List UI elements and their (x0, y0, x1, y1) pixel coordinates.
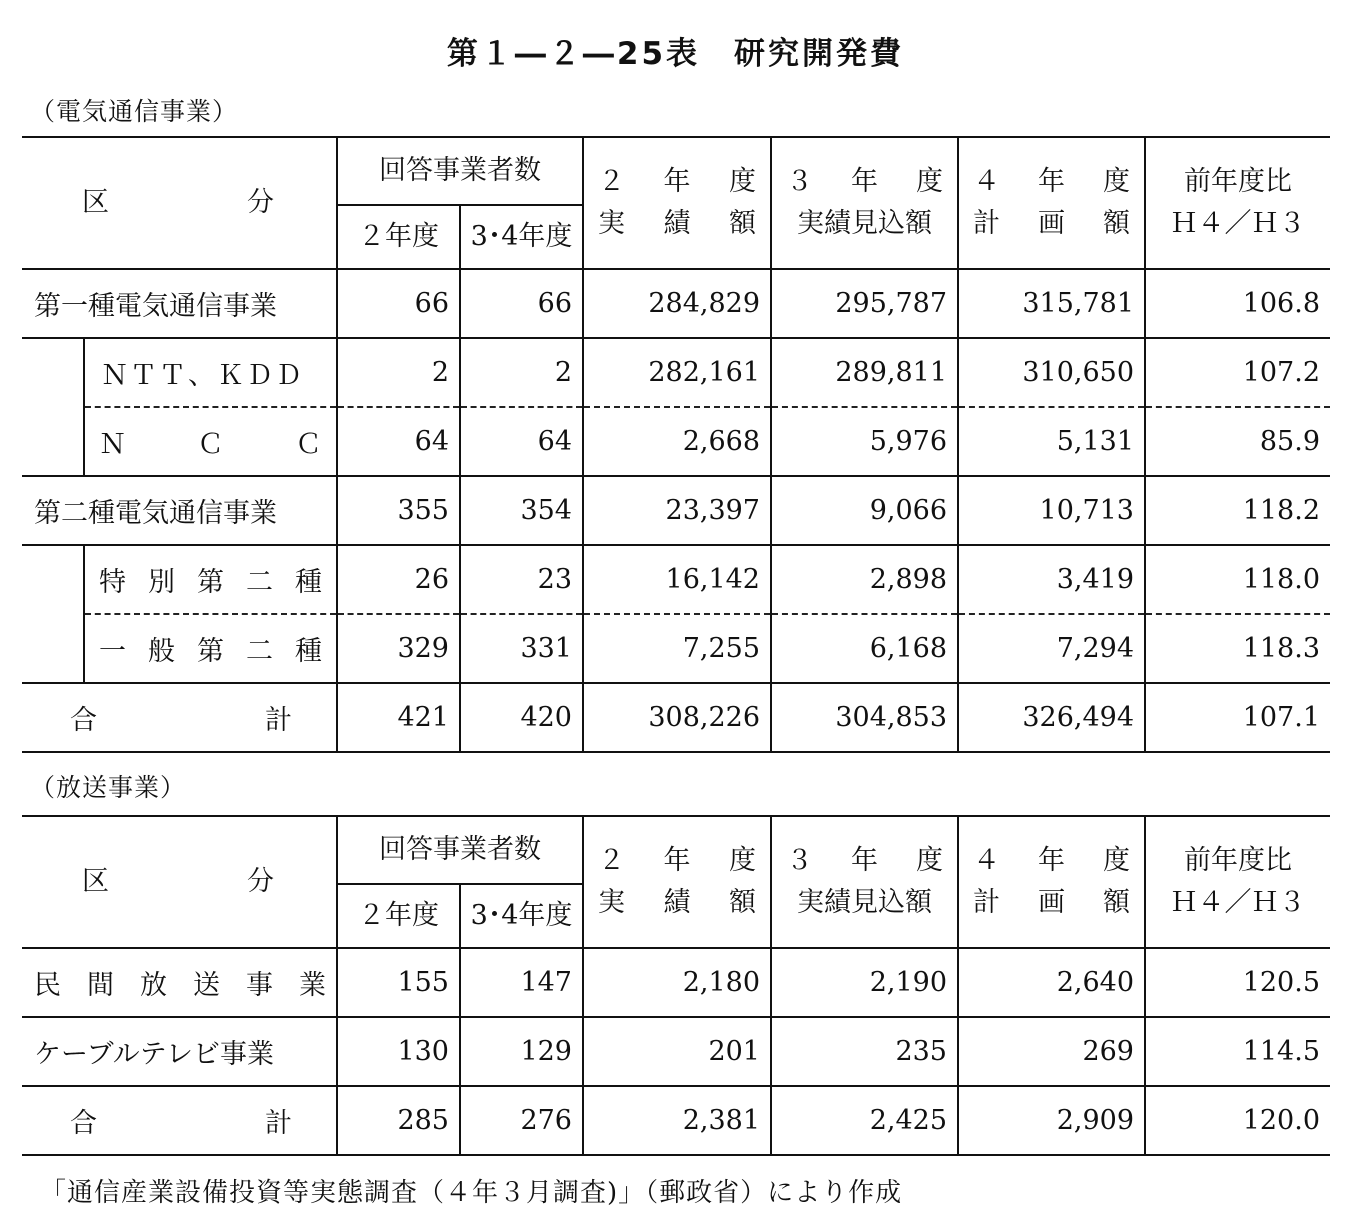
cell-resp2: 26 (337, 545, 460, 614)
h-char: ３ (786, 166, 813, 197)
cell-ratio: 107.2 (1145, 338, 1330, 407)
h-char: 実 (598, 208, 625, 239)
header-category (22, 816, 337, 948)
cell-y3: 289,811 (771, 338, 958, 407)
indent-cell (22, 614, 84, 683)
header-resp-y34: 3･4年度 (460, 205, 583, 269)
cell-resp2: 2 (337, 338, 460, 407)
h-char: ３ (786, 845, 813, 876)
row-label (22, 683, 337, 752)
row-label (22, 1086, 337, 1155)
label-char: 第 (197, 636, 224, 667)
h-char: 額 (1103, 208, 1130, 239)
header-resp-y34: 3･4年度 (460, 884, 583, 948)
cell-resp34: 129 (460, 1017, 583, 1086)
label-char: 別 (148, 567, 175, 598)
h-char: 年 (851, 845, 878, 876)
h-char: 度 (1103, 845, 1130, 876)
header-y2 (583, 816, 771, 948)
table-row (22, 545, 1330, 614)
table-row (22, 948, 1330, 1017)
label-char: 業 (299, 970, 326, 1001)
header-ratio-top: 前年度比 (1184, 166, 1292, 197)
h-char: ２ (598, 166, 625, 197)
label-char: 間 (87, 970, 114, 1001)
cell-ratio: 114.5 (1242, 1036, 1320, 1067)
cell-y3: 2,898 (771, 545, 958, 614)
cell-resp2: 130 (337, 1017, 460, 1086)
cell-ratio: 120.5 (1242, 967, 1320, 998)
h-char: ２ (598, 845, 625, 876)
header-ratio-bot: Ｈ４／Ｈ３ (1170, 887, 1306, 918)
cell-resp2: 64 (337, 407, 460, 476)
label-char: 種 (295, 636, 322, 667)
header-y3 (771, 137, 958, 269)
header-resp-y2: ２年度 (337, 205, 460, 269)
table-row (22, 1017, 1330, 1086)
h-char: 計 (973, 887, 1000, 918)
header-y3-sub: 実績見込額 (797, 887, 932, 918)
header-category-char: 分 (247, 866, 274, 897)
row-label: 第二種電気通信事業 (22, 476, 337, 545)
label-char: 計 (265, 1108, 292, 1139)
h-char: 度 (916, 845, 943, 876)
h-char: 画 (1038, 887, 1065, 918)
header-respondents: 回答事業者数 (337, 816, 583, 884)
cell-ratio: 106.8 (1242, 288, 1320, 319)
cell-resp34: 354 (460, 476, 583, 545)
label-char: 放 (140, 970, 167, 1001)
cell-y4: 7,294 (958, 614, 1145, 683)
h-char: 額 (1103, 887, 1130, 918)
cell-resp34: 147 (460, 948, 583, 1017)
cell-resp34: 23 (460, 545, 583, 614)
cell-y2: 7,255 (583, 614, 771, 683)
cell-y3: 9,066 (771, 476, 958, 545)
indent-cell (22, 338, 84, 407)
cell-resp2: 329 (337, 614, 460, 683)
label-char: 合 (70, 1108, 97, 1139)
source-footnote: 「通信産業設備投資等実態調査（４年３月調査)」（郵政省）により作成 (40, 1178, 903, 1208)
cell-y4: 10,713 (958, 476, 1145, 545)
header-y4 (958, 816, 1145, 948)
cell-y2: 201 (583, 1017, 771, 1086)
header-category (22, 137, 337, 269)
label-char: 合 (70, 705, 97, 736)
h-char: 画 (1038, 208, 1065, 239)
h-char: 実 (598, 887, 625, 918)
cell-y3: 2,425 (771, 1086, 958, 1155)
broadcast-section-label: （放送事業） (30, 773, 187, 802)
label-char: 特 (99, 567, 126, 598)
header-category-char: 区 (82, 866, 109, 897)
cell-y3: 295,787 (771, 269, 958, 338)
table-row (22, 407, 1330, 476)
cell-y3: 2,190 (771, 948, 958, 1017)
header-resp-y2: ２年度 (337, 884, 460, 948)
cell-ratio: 107.1 (1242, 702, 1320, 733)
header-y4 (958, 137, 1145, 269)
label-char: 事 (246, 970, 273, 1001)
h-char: 年 (1038, 845, 1065, 876)
cell-y4: 326,494 (958, 683, 1145, 752)
cell-ratio: 120.0 (1242, 1105, 1320, 1136)
cell-y2: 284,829 (583, 269, 771, 338)
telecom-rd-table (22, 136, 1330, 753)
label-char: 一 (99, 636, 126, 667)
h-char: 額 (729, 208, 756, 239)
row-label: 第一種電気通信事業 (22, 269, 337, 338)
row-label-text: ＮＴＴ、ＫＤＤ (101, 360, 304, 391)
cell-resp2: 285 (337, 1086, 460, 1155)
cell-resp2: 421 (337, 683, 460, 752)
cell-resp34: 66 (460, 269, 583, 338)
table-row-total (22, 1086, 1330, 1155)
label-char: 種 (295, 567, 322, 598)
table-title: 第１―２―25表 研究開発費 (446, 36, 905, 72)
h-char: 額 (729, 887, 756, 918)
h-char: 度 (916, 166, 943, 197)
label-char: 二 (246, 636, 273, 667)
cell-y4: 310,650 (958, 338, 1145, 407)
h-char: 度 (1103, 166, 1130, 197)
label-char: Ｃ (197, 429, 224, 460)
cell-ratio: 118.3 (1242, 633, 1320, 664)
label-char: 二 (246, 567, 273, 598)
label-char: Ｃ (295, 429, 322, 460)
cell-y3: 304,853 (771, 683, 958, 752)
table-row (22, 614, 1330, 683)
table-row-total (22, 683, 1330, 752)
cell-y4: 3,419 (958, 545, 1145, 614)
cell-y4: 2,640 (958, 948, 1145, 1017)
h-char: 績 (663, 208, 691, 239)
row-label (84, 545, 337, 614)
h-char: 計 (973, 208, 1000, 239)
cell-y2: 2,180 (583, 948, 771, 1017)
label-char: 計 (265, 705, 292, 736)
label-char: Ｎ (99, 429, 126, 460)
header-ratio-top: 前年度比 (1184, 845, 1292, 876)
row-label (84, 407, 337, 476)
cell-resp34: 331 (460, 614, 583, 683)
header-category-char: 分 (247, 187, 274, 218)
h-char: 年 (663, 166, 691, 197)
cell-y2: 282,161 (583, 338, 771, 407)
row-label: ケーブルテレビ事業 (22, 1017, 337, 1086)
cell-y4: 5,131 (958, 407, 1145, 476)
h-char: 年 (663, 845, 691, 876)
h-char: ４ (973, 166, 1000, 197)
row-label (22, 948, 337, 1017)
cell-y2: 308,226 (583, 683, 771, 752)
cell-ratio: 118.2 (1242, 495, 1320, 526)
cell-ratio: 118.0 (1145, 545, 1330, 614)
header-y3-sub: 実績見込額 (797, 208, 932, 239)
header-y3 (771, 816, 958, 948)
h-char: 度 (729, 166, 756, 197)
cell-y3: 6,168 (771, 614, 958, 683)
row-label (84, 338, 337, 407)
header-ratio (1145, 816, 1330, 948)
table-row (22, 269, 1330, 338)
cell-resp34: 64 (460, 407, 583, 476)
header-ratio (1145, 137, 1330, 269)
indent-cell (22, 407, 84, 476)
cell-resp34: 420 (460, 683, 583, 752)
label-char: 第 (197, 567, 224, 598)
row-label (84, 614, 337, 683)
table-row (22, 476, 1330, 545)
cell-y4: 2,909 (958, 1086, 1145, 1155)
cell-y2: 2,381 (583, 1086, 771, 1155)
header-category-char: 区 (82, 187, 109, 218)
h-char: 年 (851, 166, 878, 197)
cell-resp2: 355 (337, 476, 460, 545)
broadcast-rd-table (22, 815, 1330, 1156)
label-char: 般 (148, 636, 175, 667)
cell-y4: 269 (958, 1017, 1145, 1086)
h-char: 度 (729, 845, 756, 876)
cell-y2: 2,668 (583, 407, 771, 476)
header-y2 (583, 137, 771, 269)
cell-y2: 23,397 (583, 476, 771, 545)
h-char: 年 (1038, 166, 1065, 197)
indent-cell (22, 545, 84, 614)
cell-y3: 235 (771, 1017, 958, 1086)
table-row (22, 338, 1330, 407)
cell-resp34: 276 (460, 1086, 583, 1155)
h-char: 績 (663, 887, 691, 918)
cell-y4: 315,781 (958, 269, 1145, 338)
label-char: 送 (193, 970, 220, 1001)
label-char: 民 (34, 970, 61, 1001)
header-ratio-bot: Ｈ４／Ｈ３ (1170, 208, 1306, 239)
cell-ratio: 85.9 (1259, 426, 1320, 457)
cell-resp2: 66 (337, 269, 460, 338)
cell-resp2: 155 (337, 948, 460, 1017)
h-char: ４ (973, 845, 1000, 876)
telecom-section-label: （電気通信事業） (30, 97, 239, 126)
cell-y2: 16,142 (583, 545, 771, 614)
header-respondents: 回答事業者数 (337, 137, 583, 205)
cell-resp34: 2 (460, 338, 583, 407)
cell-y3: 5,976 (771, 407, 958, 476)
